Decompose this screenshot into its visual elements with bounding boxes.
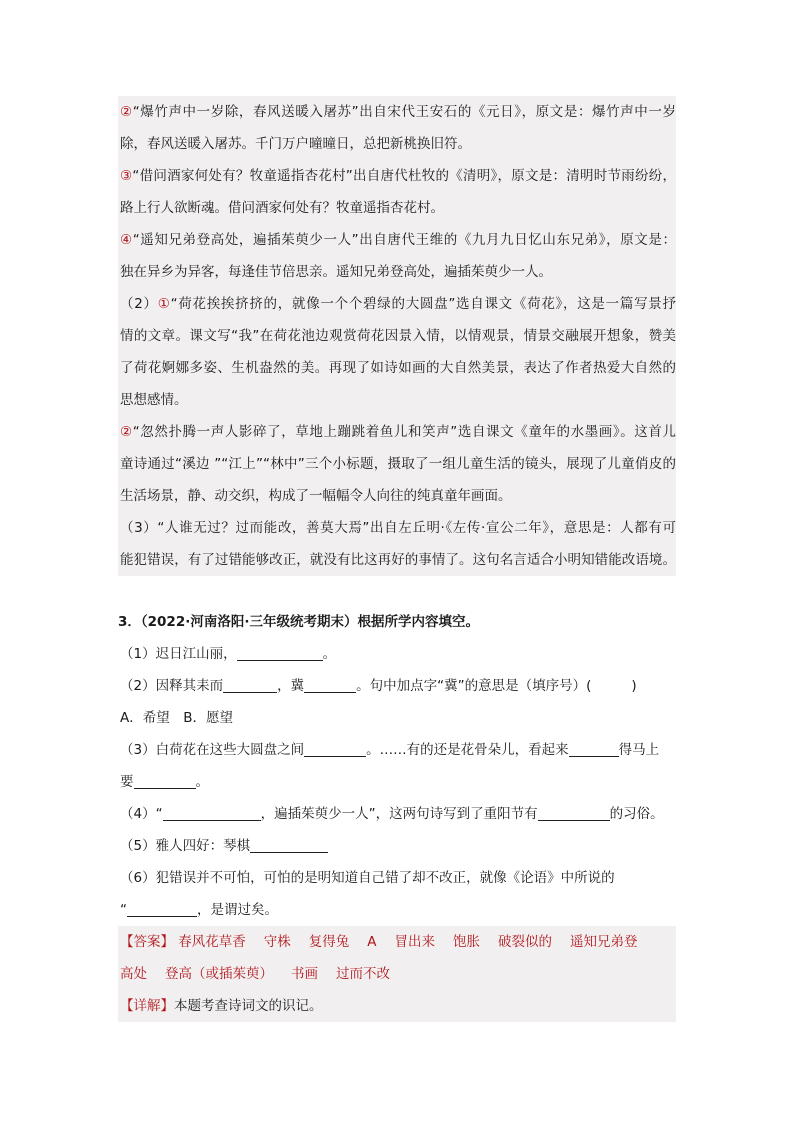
circled-number: ①: [157, 296, 171, 312]
answer-item: 饱胀: [453, 934, 481, 950]
sub-number: （2）: [120, 296, 158, 312]
question-item: [118, 830, 676, 862]
text-line: 独在异乡为异客，每逢佳节倍思亲。遥知兄弟登高处，遍插茱萸少一人。: [120, 264, 552, 280]
text-line: 情的文章。课文写“我”在荷花池边观赏荷花因景入情，以情观景，情景交融展开想象，赞美: [120, 328, 676, 344]
question-item: [118, 734, 676, 766]
answer-blank[interactable]: [237, 643, 323, 661]
question-text: 。: [195, 774, 209, 790]
text-line: [118, 224, 676, 256]
detail-line: [118, 990, 676, 1022]
question-item-continued: [118, 766, 676, 798]
question-text: ): [631, 678, 637, 694]
line-text: “忽然扑腾一声人影碎了，草地上蹦跳着鱼儿和笑声”选自课文《童年的水墨画》。这首儿: [132, 424, 676, 440]
answer-explanation-block: [118, 96, 676, 576]
line-text: “荷花挨挨挤挤的，就像一个个碧绿的大圆盘”选自课文《荷花》，这是一篇写景抒: [170, 296, 676, 312]
answer-line: [118, 926, 676, 958]
text-line: 除，春风送暖入屠苏。千门万户曈曈日，总把新桃换旧符。: [120, 136, 471, 152]
question-item: [118, 798, 676, 830]
answer-item: 破裂似的: [498, 934, 553, 950]
text-line: [118, 416, 676, 448]
answer-item: 遥知兄弟登: [570, 934, 638, 950]
line-text: “借问酒家何处有？牧童遥指杏花村”出自唐代杜牧的《清明》，原文是：清明时节雨纷纷，: [132, 168, 676, 184]
question-item: [118, 670, 676, 702]
answer-block: [118, 926, 676, 1022]
text-line: 了荷花婀娜多姿、生机盎然的美。再现了如诗如画的大自然美景，表达了作者热爱大自然的: [120, 360, 676, 376]
question-text: （1）迟日江山丽，: [120, 646, 237, 662]
answer-blank[interactable]: [250, 835, 328, 853]
question-item: [118, 638, 676, 670]
detail-label: 【详解】: [120, 998, 174, 1014]
question-text: ，遍插茱萸少一人”，这两句诗写到了重阳节有: [260, 806, 538, 822]
text-line: [118, 160, 676, 192]
question-text: （3）白荷花在这些大圆盘之间: [120, 742, 305, 758]
question-text: （5）雅人四好：琴棋: [120, 838, 251, 854]
answer-blank[interactable]: [127, 899, 197, 917]
answer-line: [118, 958, 676, 990]
circled-number: ③: [120, 168, 133, 184]
text-line: 路上行人欲断魂。借问酒家何处有？牧童遥指杏花村。: [120, 200, 444, 216]
text-line: 童诗通过“溪边 ”“江上”“林中”三个小标题，摄取了一组儿童生活的镜头，展现了儿童俏皮的: [120, 456, 676, 472]
text-line: 能犯错误，有了过错能够改正，就没有比这再好的事情了。这句名言适合小明知错能改语境。: [120, 552, 676, 568]
line-text: “爆竹声中一岁除，春风送暖入屠苏”出自宋代王安石的《元日》，原文是：爆竹声中一岁: [132, 104, 676, 120]
question-text: 要: [120, 774, 134, 790]
text-line: [118, 96, 676, 128]
circled-number: ④: [120, 232, 133, 248]
answer-item: 书画: [291, 966, 318, 982]
question-text: 。: [322, 646, 337, 662]
text-line: 生活场景，静、动交织，构成了一幅幅令人向往的纯真童年画面。: [120, 488, 512, 504]
answer-item: 过而不改: [336, 966, 390, 982]
answer-item: 冒出来: [394, 934, 436, 950]
answer-blank[interactable]: [304, 675, 356, 693]
answer-blank[interactable]: [163, 803, 261, 821]
question-text: “: [120, 902, 127, 918]
question-body: [118, 638, 676, 926]
answer-item: 登高（或插茱萸）: [165, 966, 273, 982]
answer-item: 高处: [120, 966, 147, 982]
options-line: A．希望 B．愿望: [120, 710, 233, 726]
answer-blank[interactable]: [134, 771, 196, 789]
text-line: [118, 288, 676, 320]
question-item: [118, 862, 676, 894]
detail-text: 本题考查诗词文的识记。: [174, 998, 323, 1014]
document-page: [118, 96, 676, 1022]
text-line: （3）“人谁无过？过而能改，善莫大焉”出自左丘明·《左传·宣公二年》，意思是：人都有可: [120, 520, 676, 536]
question-text: ，冀: [277, 678, 305, 694]
answer-item: 春风花草香: [178, 934, 246, 950]
answer-blank[interactable]: [538, 803, 610, 821]
answer-item: A: [367, 934, 377, 950]
question-text: （6）犯错误并不可怕，可怕的是明知道自己错了却不改正，就像《论语》中所说的: [120, 870, 615, 886]
answer-item: 复得兔: [308, 934, 350, 950]
question-text: 。句中加点字“冀”的意思是（填序号）(: [356, 678, 592, 694]
answer-blank[interactable]: [304, 739, 366, 757]
question-text: 的习俗。: [609, 806, 664, 822]
question-text: （2）因释其耒而: [120, 678, 224, 694]
circled-number: ②: [120, 424, 133, 440]
question-text: 。……有的还是花骨朵儿，看起来: [366, 742, 569, 758]
answer-blank[interactable]: [223, 675, 277, 693]
answer-blank[interactable]: [569, 739, 619, 757]
question-text: ，是谓过矣。: [197, 902, 278, 918]
question-text: （4）“: [120, 806, 163, 822]
question-item-continued: [118, 894, 676, 926]
question-text: 得马上: [618, 742, 660, 758]
answer-item: 守株: [263, 934, 291, 950]
text-line: 思想感情。: [120, 392, 188, 408]
answer-label: 【答案】: [120, 934, 174, 950]
question-title: 3．（2022·河南洛阳·三年级统考期末）根据所学内容填空。: [118, 614, 479, 630]
circled-number: ②: [120, 104, 133, 120]
line-text: “遥知兄弟登高处，遍插茱萸少一人”出自唐代王维的《九月九日忆山东兄弟》，原文是：: [132, 232, 676, 248]
